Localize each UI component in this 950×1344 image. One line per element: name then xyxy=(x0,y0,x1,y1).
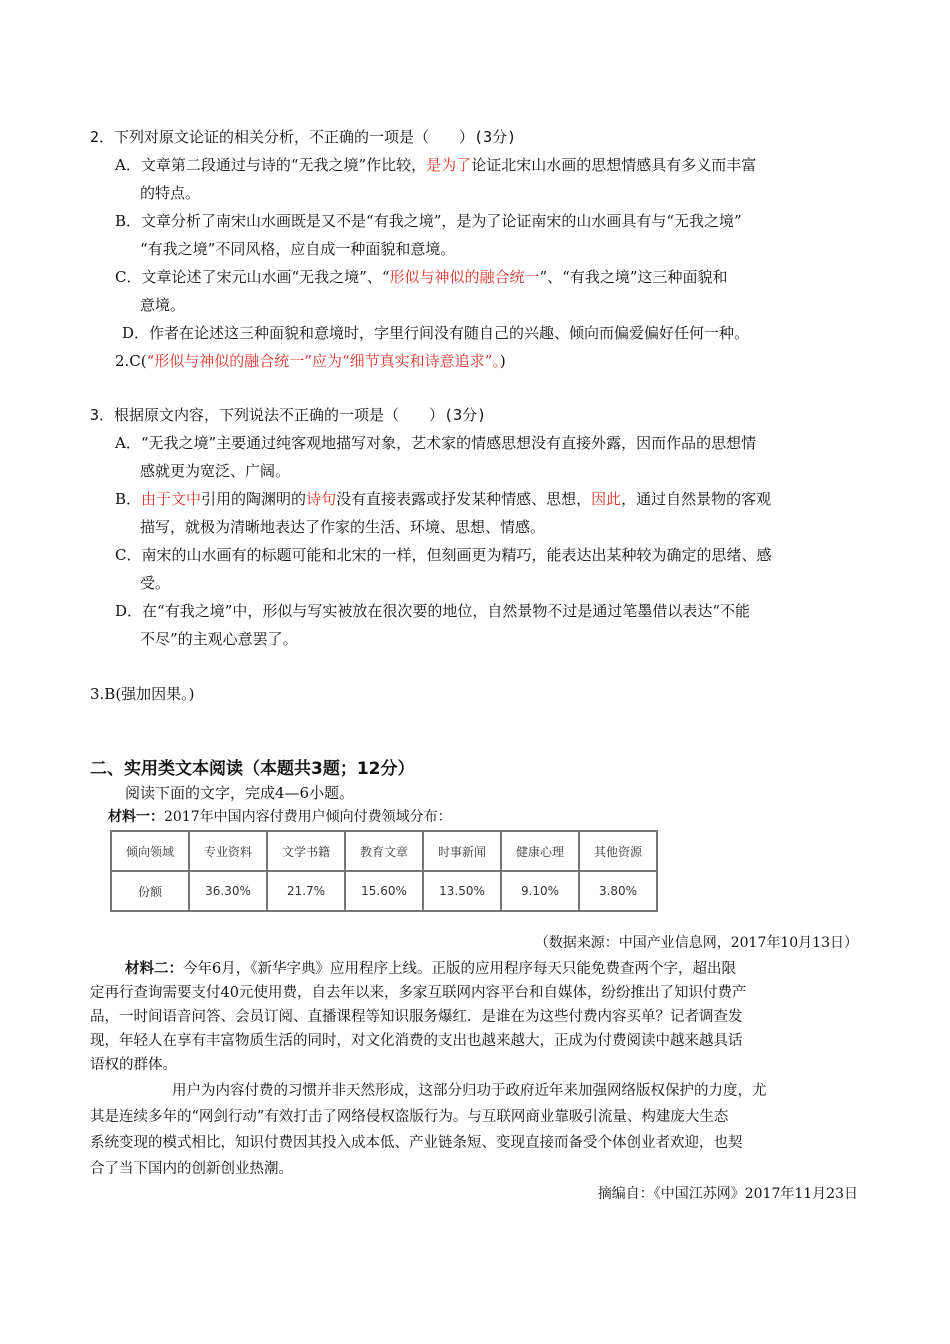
q2-option-b-line2: “有我之境”不同风格，应自成一种面貌和意境。 xyxy=(140,240,456,258)
material-two-line4: 现，年轻人在享有丰富物质生活的同时，对文化消费的支出也越来越大，正成为付费阅读中越来越具话 xyxy=(90,1033,743,1049)
material-two-line2: 定再行查询需要支付40元使用费，自去年以来，多家互联网内容平台和自媒体，纷纷推出了知识付费产 xyxy=(90,985,747,1001)
table-header-row xyxy=(111,831,657,871)
q3-b-highlight-2: 诗句 xyxy=(306,490,337,508)
material-two-label: 材料二： xyxy=(125,960,183,977)
paragraph-two-line2: 其是连续多年的“网剑行动”有效打击了网络侵权盗版行为。与互联网商业靠吸引流量、构建庞大生态 xyxy=(90,1109,729,1125)
q3-option-c-line1: C．南宋的山水画有的标题可能和北宋的一样，但刻画更为精巧，能表达出某种较为确定的思绪、感 xyxy=(115,546,772,564)
table-cell: 3.80% xyxy=(579,871,657,911)
material-two-text: 今年6月，《新华字典》应用程序上线。正版的应用程序每天只能免费查两个字，超出限 xyxy=(183,961,736,977)
material-two-line5: 语权的群体。 xyxy=(90,1057,177,1073)
table-row xyxy=(111,871,657,911)
q2-answer xyxy=(115,351,506,371)
q3-option-d-line2: 不尽”的主观心意罢了。 xyxy=(140,630,298,648)
q3-option-c-line2: 受。 xyxy=(140,574,171,592)
q3-b-highlight-1: 由于文中 xyxy=(141,490,202,508)
table-cell: 健康心理 xyxy=(501,831,579,871)
q3-option-d-line1: D．在“有我之境”中，形似与写实被放在很次要的地位，自然景物不过是通过笔墨借以表达“不能 xyxy=(115,602,751,620)
table-cell: 文学书籍 xyxy=(267,831,345,871)
paragraph-two-line3: 系统变现的模式相比，知识付费因其投入成本低、产业链条短、变现直接而备受个体创业者欢迎，也契 xyxy=(90,1135,743,1151)
paragraph-two-line4: 合了当下国内的创新创业热潮。 xyxy=(90,1161,293,1177)
q3-option-a-line2: 感就更为宽泛、广阔。 xyxy=(140,462,291,480)
q2-option-a-line1 xyxy=(115,155,756,175)
payment-share-table xyxy=(110,830,658,912)
q3-option-b-line2: 描写，就极为清晰地表达了作家的生活、环境、思想、情感。 xyxy=(140,518,546,536)
q2-answer-suffix: ) xyxy=(499,352,506,370)
material-one xyxy=(108,807,452,827)
table-cell: 13.50% xyxy=(423,871,501,911)
q2-c-text: C．文章论述了宋元山水画“无我之境”、“ xyxy=(115,268,390,286)
q2-option-b-line1: B．文章分析了南宋山水画既是又不是“有我之境”，是为了论证南宋的山水画具有与“无我之境” xyxy=(115,212,742,230)
table-cell: 21.7% xyxy=(267,871,345,911)
q2-a-text: A．文章第二段通过与诗的“无我之境”作比较， xyxy=(115,156,427,174)
q2-answer-prefix: 2.C( xyxy=(115,352,147,370)
material-one-text: 2017年中国内容付费用户倾向付费领域分布： xyxy=(164,809,452,825)
paragraph-two-line1: 用户为内容付费的习惯并非天然形成，这部分归功于政府近年来加强网络版权保护的力度，尤 xyxy=(172,1083,767,1099)
q3-b-label: B． xyxy=(115,490,142,508)
q3-b-text-2: 没有直接表露或抒发某种情感、思想， xyxy=(336,490,592,508)
table-cell: 专业资料 xyxy=(189,831,267,871)
material-two-line1 xyxy=(125,959,736,979)
material-one-label: 材料一： xyxy=(108,809,164,825)
q2-stem: 2．下列对原文论证的相关分析，不正确的一项是（ ）(3分) xyxy=(90,128,517,146)
q2-option-c-line2: 意境。 xyxy=(140,296,186,314)
q2-answer-explanation: “形似与神似的融合统一”应为“细节真实和诗意追求”。 xyxy=(146,352,500,370)
q2-option-d: D．作者在论述这三种面貌和意境时，字里行间没有随自己的兴趣、倾向而偏爱偏好任何一种。 xyxy=(122,324,750,342)
q2-a-text-end: 论证北宋山水画的思想情感具有多义而丰富 xyxy=(471,156,757,174)
section-title: 二、实用类文本阅读（本题共3题；12分） xyxy=(90,759,415,779)
table-cell: 15.60% xyxy=(345,871,423,911)
table-cell: 9.10% xyxy=(501,871,579,911)
table-cell: 其他资源 xyxy=(579,831,657,871)
table-cell: 倾向领域 xyxy=(111,831,189,871)
q3-option-a-line1: A．“无我之境”主要通过纯客观地描写对象，艺术家的情感思想没有直接外露，因而作品的思想情 xyxy=(115,434,757,452)
q3-b-text-3: ，通过自然景物的客观 xyxy=(621,490,772,508)
q3-b-highlight-3: 因此 xyxy=(591,490,622,508)
section-intro: 阅读下面的文字，完成4—6小题。 xyxy=(125,784,355,802)
q2-a-highlight: 是为了 xyxy=(426,156,472,174)
q2-option-c-line1 xyxy=(115,267,728,287)
material-two-line3: 品，一时间语音问答、会员订阅、直播课程等知识服务爆红．是谁在为这些付费内容买单？记者调查发 xyxy=(90,1009,743,1025)
q2-option-a-line2: 的特点。 xyxy=(140,184,201,202)
table-cell: 教育文章 xyxy=(345,831,423,871)
q2-c-highlight: 形似与神似的融合统一 xyxy=(389,268,540,286)
data-source: （数据来源：中国产业信息网，2017年10月13日） xyxy=(534,935,858,951)
table-cell: 时事新闻 xyxy=(423,831,501,871)
q2-c-text-end: ”、“有我之境”这三种面貌和 xyxy=(539,268,728,286)
excerpt-source: 摘编自：《中国江苏网》2017年11月23日 xyxy=(597,1186,858,1202)
q3-stem: 3．根据原文内容，下列说法不正确的一项是（ ）(3分) xyxy=(90,406,487,424)
q3-b-text-1: 引用的陶渊明的 xyxy=(201,490,307,508)
table-cell: 份额 xyxy=(111,871,189,911)
q3-answer: 3.B(强加因果。) xyxy=(90,685,195,703)
table-cell: 36.30% xyxy=(189,871,267,911)
q3-option-b-line1 xyxy=(115,489,771,509)
